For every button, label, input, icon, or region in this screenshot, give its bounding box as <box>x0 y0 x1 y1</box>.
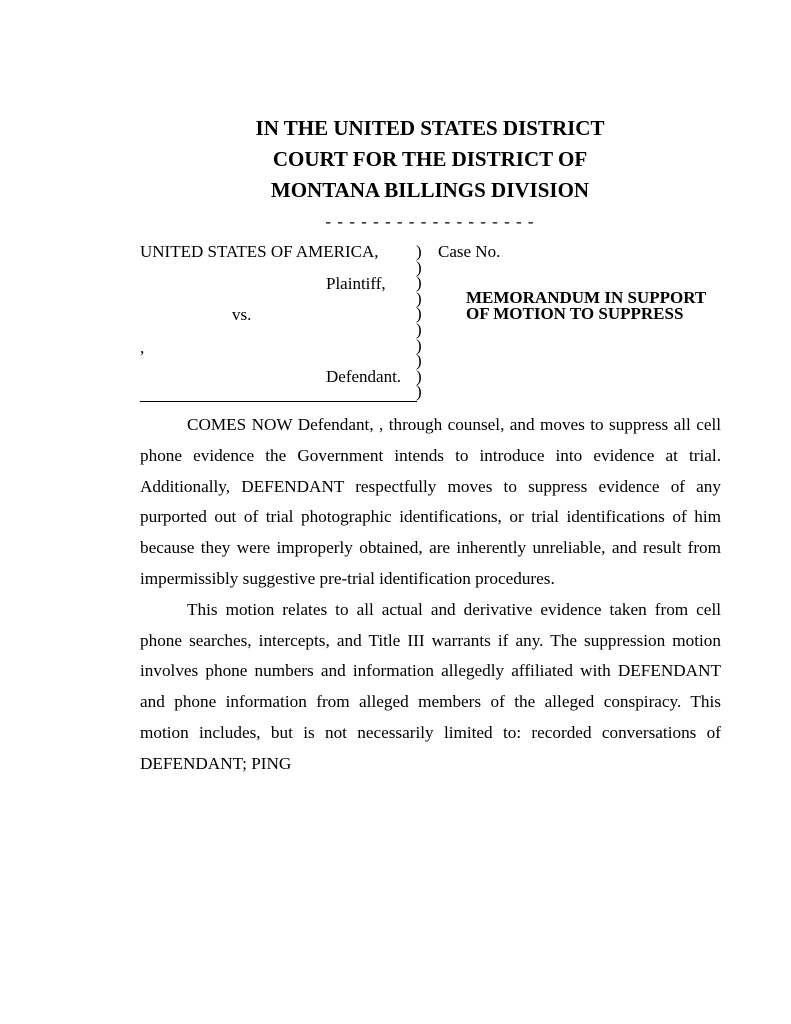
court-heading-line-1: IN THE UNITED STATES DISTRICT <box>255 116 605 140</box>
paren: ) <box>416 319 422 339</box>
defendant-role: Defendant. <box>326 367 402 386</box>
body-paragraph-1: COMES NOW Defendant, , through counsel, and moves to suppress all cell phone evidence the Government intends to introduce into evidence at trial. Additionally, DEFENDANT respectfully moves to suppress evidence of any purported out of trial photographic identifications, or trial identifications of him because they were improperly obtained, are inherently unreliable, and result from impermissibly suggestive pre-trial identification procedures. <box>140 415 721 588</box>
court-heading-line-3: MONTANA BILLINGS DIVISION <box>270 178 590 202</box>
caption-underline <box>140 401 417 402</box>
paren: ) <box>416 351 422 371</box>
caption-parentheses <box>416 244 430 400</box>
paren: ) <box>416 304 422 324</box>
document-title-line-2: OF MOTION TO SUPPRESS <box>466 304 684 323</box>
paren: ) <box>416 366 422 386</box>
plaintiff-name: UNITED STATES OF AMERICA, <box>140 242 379 261</box>
memorandum-body <box>140 410 721 780</box>
paren: ) <box>416 257 422 277</box>
paren: ) <box>416 242 422 261</box>
paren: ) <box>416 288 422 308</box>
paren: ) <box>416 335 422 355</box>
document-title-line-1: MEMORANDUM IN SUPPORT <box>466 288 707 307</box>
document-title <box>466 290 706 322</box>
dashed-separator: - - - - - - - - - - - - - - - - - - <box>325 212 535 231</box>
court-heading <box>140 113 720 206</box>
versus-label: vs. <box>232 305 252 324</box>
body-paragraph-2: This motion relates to all actual and derivative evidence taken from cell phone searches, intercepts, and Title III warrants if any. The suppression motion involves phone numbers and information allegedly affiliated with DEFENDANT and phone information from alleged members of the alleged conspiracy. This motion includes, but is not necessarily limited to: recorded conversations of DEFENDANT; PING <box>140 599 721 773</box>
paren: ) <box>416 273 422 293</box>
paren: ) <box>416 382 422 402</box>
plaintiff-role: Plaintiff, <box>326 274 386 293</box>
defendant-name: , <box>140 338 145 357</box>
case-number-label: Case No. <box>438 242 501 261</box>
court-heading-line-2: COURT FOR THE DISTRICT OF <box>272 147 588 171</box>
